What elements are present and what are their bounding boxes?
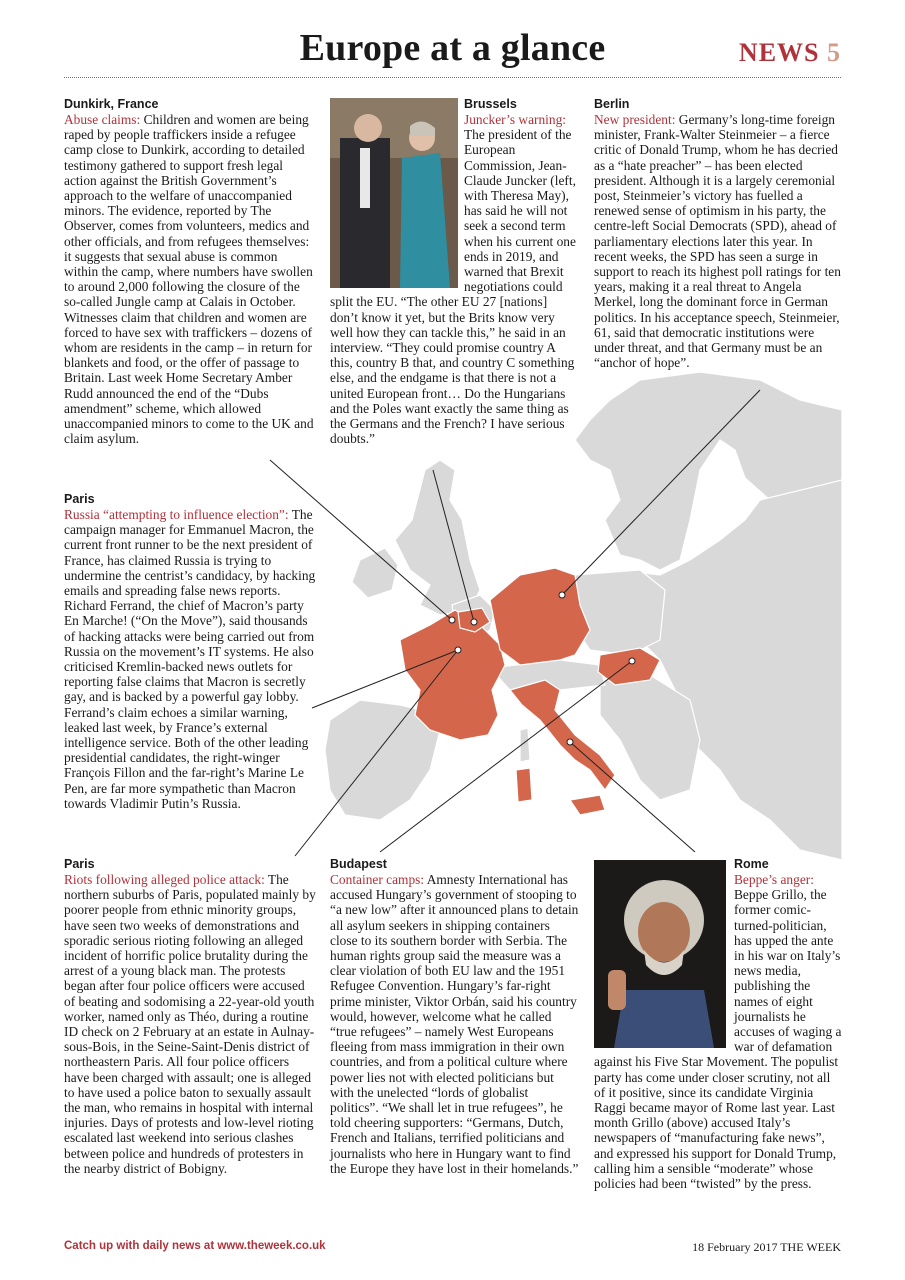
story-paris-riots <box>64 857 316 1176</box>
story-kicker: Juncker’s warning: <box>464 112 567 127</box>
story-place: Brussels <box>464 97 517 111</box>
dot-paris <box>455 647 461 653</box>
uk-region <box>395 460 480 615</box>
sardinia-region <box>516 768 532 802</box>
dot-rome <box>567 739 573 745</box>
story-text: Amnesty International has accused Hungary’s government of stooping to “a new low” after it announced plans to detain all asylum seekers in shipping containers close to its southern border with Serbia. The human rights group said the measure was a clear violation of both EU law and the 1951 Refugee Convention. Hungary’s far-right prime minister, Viktor Orbán, said his country would, however, welcome what he called “true refugees” – namely West Europeans fleeing from mass immigration in their own countries, and from a political culture where power lies not with elected politicians but with the unelected “lords of globalist politics”. “We shall let in true refugees”, he told cheering supporters: “Germans, Dutch, French and Italians, terrified politicians and journalists who here in Hungary want to find the Europe they have lost in their homelands.” <box>330 872 579 1176</box>
page-title: Europe at a glance <box>299 27 606 69</box>
story-text: Beppe Grillo, the former comic-turned-politician, has upped the ante in his war on Italy’s news media, publishing the names of eight journalists he accuses of waging a war of defamation against his Five Star Movement. The populist party has come under closer scrutiny, not all of it positive, since its candidate Virginia Raggi became mayor of Rome last year. Last month Grillo (above) accused Italy’s newspapers of “manufacturing fake news”, and expressed his support for Donald Trump, calling him a sensible “moderate” whose policies had been “twisted” by the press. <box>594 887 842 1192</box>
story-place: Paris <box>64 857 95 871</box>
section-name: NEWS <box>738 38 820 67</box>
ireland-region <box>352 548 398 598</box>
story-paris-russia <box>64 492 316 811</box>
story-rome <box>594 857 842 1191</box>
story-brussels <box>330 97 578 446</box>
story-berlin <box>594 97 842 370</box>
story-kicker: Abuse claims: <box>64 112 141 127</box>
dot-budapest <box>629 658 635 664</box>
dot-dunkirk <box>449 617 455 623</box>
story-kicker: New president: <box>594 112 676 127</box>
story-text: Germany’s long-time foreign minister, Frank-Walter Steinmeier – a fierce critic of Donald Trump, whom he has decried as a “hate preacher” – has been elected president. Although it is a largely ceremonial post, Steinmeier’s victory has fuelled a renewed sense of optimism in his party, the centre-left Social Democrats (SPD), ahead of parliamentary elections later this year. In recent weeks, the SPD has seen a surge in support to reach its highest poll ratings for ten years, making it a real threat to Angela Merkel, long the dominant force in German politics. In his acceptance speech, Steinmeier, 61, said that democratic institutions were under threat, and that Germany must be an “anchor of hope”. <box>594 112 841 371</box>
story-text: Children and women are being raped by people traffickers inside a refugee camp close to Dunkirk, according to detailed testimony gathered to support fresh legal action against the British Government’s approach to the welfare of unaccompanied minors. The evidence, reported by The Observer, comes from volunteers, medics and other officials, and from refugees themselves: it suggests that sexual abuse is common within the camp, where numbers have swollen to around 2,000 following the closure of the so-called Jungle camp at Calais in October. Witnesses claim that children and women are forced to have sex with traffickers – dozens of whom are residents in the camp – in return for blankets and food, or the offer of passage to Britain. Last week Home Secretary Amber Rudd announced the end of the “Dubs amendment” scheme, which allowed unaccompanied minors to come to the UK and claim asylum. <box>64 112 314 447</box>
story-place: Rome <box>734 857 769 871</box>
story-text: The northern suburbs of Paris, populated mainly by poorer people from ethnic minority groups, have seen two weeks of demonstrations and sporadic serious rioting following an alleged incident of horrific police brutality during the arrest of a young black man. The protests began after four police officers were accused of beating and sodomising a 22-year-old youth worker, named only as Théo, during a routine ID check on 2 February at an estate in Aulnay-sous-Bois, in the Seine-Saint-Denis district of northeastern Paris. All four police officers have been charged with assault; one is alleged to have used a police baton to sexually assault the man, who remains in hospital with internal injuries. Days of protests and low-level rioting escalated last weekend into serious clashes between police and hundreds of protesters in the nearby district of Bobigny. <box>64 872 316 1176</box>
story-kicker: Beppe’s anger: <box>734 872 814 887</box>
story-kicker: Riots following alleged police attack: <box>64 872 265 887</box>
story-text: The campaign manager for Emmanuel Macron, the current front runner to be the next president of France, has claimed Russia is trying to undermine the centrist’s candidacy, by hacking emails and spreading false news reports. Richard Ferrand, the chief of Macron’s party En Marche! (“On the Move”), said thousands of hacking attacks were being carried out from Russia on the movement’s IT systems. He also criticised Kremlin-backed news outlets for reporting false claims that Macron is secretly gay, and is backed by a powerful gay lobby. Ferrand’s claim echoes a similar warning, leaked last week, by France’s external intelligence service. Both of the other leading presidential candidates, the right-winger François Fillon and the far-right’s Marine Le Pen, are far more sympathetic than Macron towards Vladimir Putin’s Russia. <box>64 507 316 811</box>
story-text: The president of the European Commission, Jean-Claude Juncker (left, with Theresa May), has said he will not seek a second term when his current one ends in 2019, and warned that Brexit negotiations could split the EU. “The other EU 27 [nations] don’t know it yet, but the Brits know very well how they can tackle this,” he said in an interview. “They could promise country A this, country B that, and country C something else, and the endgame is that there is not a united European front… Do the Hungarians and the Poles want exactly the same thing as the Germans and the French? I have serious doubts.” <box>330 127 576 447</box>
footer-date: 18 February 2017 THE WEEK <box>692 1240 841 1254</box>
dot-berlin <box>559 592 565 598</box>
dot-brussels <box>471 619 477 625</box>
story-place: Berlin <box>594 97 630 111</box>
story-place: Dunkirk, France <box>64 97 159 111</box>
poland-region <box>570 570 665 655</box>
story-kicker: Russia “attempting to influence election”: <box>64 507 289 522</box>
story-budapest <box>330 857 580 1176</box>
footer-website-link[interactable]: Catch up with daily news at www.theweek.co.uk <box>64 1240 326 1252</box>
story-dunkirk <box>64 97 314 446</box>
story-kicker: Container camps: <box>330 872 425 887</box>
sicily-highlight <box>570 795 605 815</box>
germany-highlight <box>490 568 590 665</box>
story-place: Paris <box>64 492 95 506</box>
story-place: Budapest <box>330 857 387 871</box>
page-number: 5 <box>827 38 841 67</box>
